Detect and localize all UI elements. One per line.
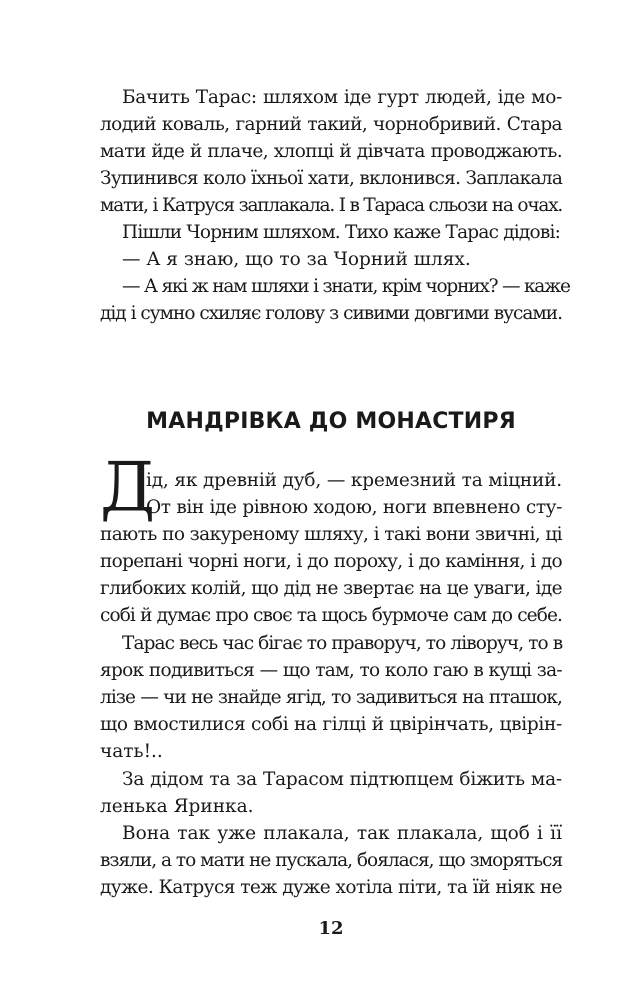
paragraph-5 xyxy=(100,467,562,629)
text-line: чать!.. xyxy=(100,741,163,762)
paragraph-7 xyxy=(100,766,562,820)
text-line: Вона так уже плакала, так плакала, щоб і її xyxy=(122,823,562,844)
paragraph-1 xyxy=(100,84,562,219)
drop-cap: Д xyxy=(100,449,156,528)
book-page xyxy=(100,0,570,1000)
text-line: порепані чорні ноги, і до пороху, і до каміння, і до xyxy=(100,551,562,572)
text-line: ід, як древній дуб, — кремезний та міцний. xyxy=(146,470,562,491)
text-line: ленька Яринка. xyxy=(100,796,254,817)
text-line: Пішли Чорним шляхом. Тихо каже Тарас дідові: xyxy=(122,222,561,243)
text-line: За дідом та за Тарасом підтюпцем біжить ма- xyxy=(122,769,562,790)
text-line: лізе — чи не знайде ягід, то задивиться на пташок, xyxy=(100,687,562,708)
text-line: що вмостилися собі на гілці й цвірінчать, цвірін- xyxy=(100,714,562,735)
text-line: взяли, а то мати не пускала, боялася, що зморяться xyxy=(100,850,563,871)
paragraph-2 xyxy=(100,219,562,246)
text-line: дуже. Катруся теж дуже хотіла піти, та їй ніяк не xyxy=(100,877,562,898)
text-line: Бачить Тарас: шляхом іде гурт людей, іде мо- xyxy=(122,87,562,108)
text-line: — А я знаю, що то за Чорний шлях. xyxy=(122,249,471,270)
paragraph-8 xyxy=(100,820,562,901)
text-line: собі й думає про своє та щось бурмоче сам до себе. xyxy=(100,605,562,626)
text-line: мати, і Катруся заплакала. І в Тараса сльози на очах. xyxy=(100,195,563,216)
text-line: — А які ж нам шляхи і знати, крім чорних? — каже xyxy=(122,276,570,297)
text-line: Тарас весь час бігає то праворуч, то ліворуч, то в xyxy=(122,633,563,654)
text-line: пають по закуреному шляху, і такі вони звичні, ці xyxy=(100,524,562,545)
text-line: глибоких колій, що дід не звертає на це уваги, іде xyxy=(100,578,562,599)
text-line: лодий коваль, гарний такий, чорнобривий. Стара xyxy=(100,114,562,135)
paragraph-3 xyxy=(100,246,562,273)
chapter-heading: МАНДРІВКА ДО МОНАСТИРЯ xyxy=(146,409,516,434)
text-line: ярок подивиться — що там, то коло гаю в кущі за- xyxy=(100,660,562,681)
text-line: От він іде рівною ходою, ноги впевнено сту- xyxy=(146,497,562,518)
paragraph-4 xyxy=(100,273,570,327)
text-line: дід і сумно схиляє голову з сивими довгими вусами. xyxy=(100,303,562,324)
page-number: 12 xyxy=(318,918,344,939)
paragraph-6 xyxy=(100,630,562,765)
text-line: мати йде й плаче, хлопці й дівчата проводжають. xyxy=(100,141,562,162)
text-line: Зупинився коло їхньої хати, вклонився. Заплакала xyxy=(100,168,563,189)
